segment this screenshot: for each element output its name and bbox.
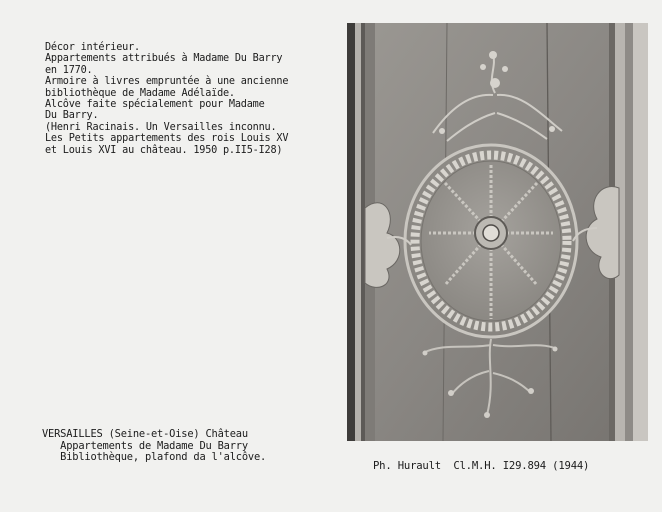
description-line: Appartements attribués à Madame Du Barry	[45, 53, 283, 65]
description-line: Alcôve faite spécialement pour Madame	[45, 99, 265, 111]
caption-line: Appartements de Madame Du Barry	[42, 439, 248, 452]
description-line: en 1770.	[45, 64, 93, 76]
description-block	[45, 42, 335, 156]
caption-line: Bibliothèque, plafond da l'alcôve.	[42, 451, 267, 464]
description-line: Armoire à livres empruntée à une ancienne	[45, 76, 289, 88]
photo-credit: Ph. Hurault Cl.M.H. I29.894 (1944)	[373, 460, 590, 472]
description-line: (Henri Racinais. Un Versailles inconnu.	[45, 121, 277, 133]
description-line: Du Barry.	[45, 110, 99, 122]
ceiling-photograph	[347, 23, 648, 441]
carved-panel-illustration	[347, 23, 648, 441]
description-line: Les Petits appartements des rois Louis XV	[45, 133, 289, 145]
description-line: bibliothèque de Madame Adélaïde.	[45, 87, 235, 99]
caption-line: VERSAILLES (Seine-et-Oise) Château	[42, 428, 248, 440]
caption-block	[42, 429, 342, 464]
description-line: et Louis XVI au château. 1950 p.II5-I28)	[45, 144, 283, 156]
description-line: Décor intérieur.	[45, 42, 140, 53]
